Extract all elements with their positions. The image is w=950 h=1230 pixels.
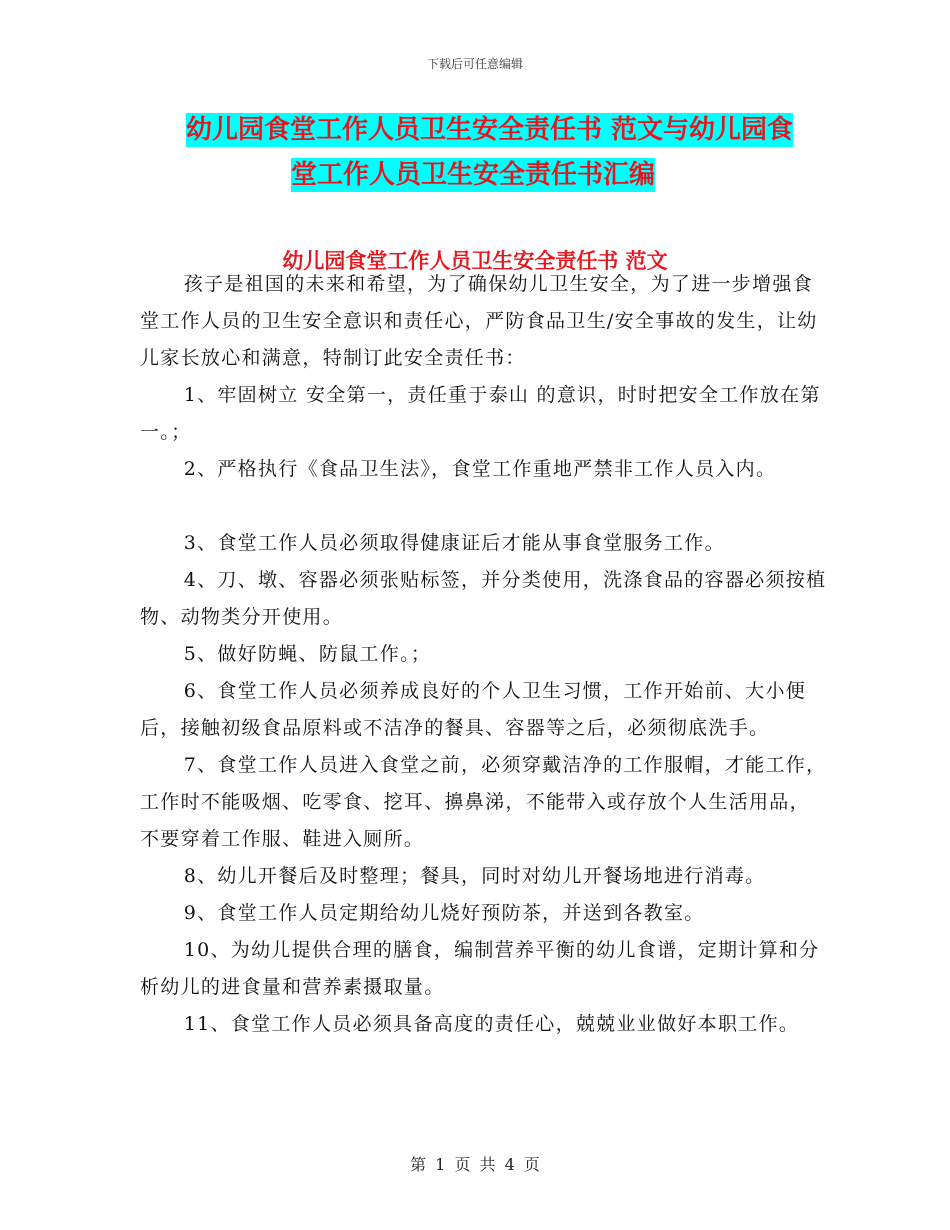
- title-line-2: 堂工作人员卫生安全责任书汇编: [291, 160, 656, 190]
- clause-2: 2、严格执行《食品卫生法》，食堂工作重地严禁非工作人员入内。: [183, 458, 777, 480]
- clause-8: 8、幼儿开餐后及时整理；餐具，同时对幼儿开餐场地进行消毒。: [183, 865, 766, 887]
- clause-6: 6、食堂工作人员必须养成良好的个人卫生习惯，工作开始前、大小便后，接触初级食品原料或不洁净的餐具、容器等之后，必须彻底洗手。: [140, 680, 807, 739]
- title-line-1: 幼儿园食堂工作人员卫生安全责任书 范文与幼儿园食: [186, 115, 794, 145]
- clause-5: 5、做好防蝇、防鼠工作。；: [183, 643, 432, 665]
- clause-4: 4、刀、墩、容器必须张贴标签，并分类使用，洗涤食品的容器必须按植物、动物类分开使用。: [140, 569, 827, 628]
- page-header-note: 下载后可任意编辑: [426, 57, 523, 71]
- clause-10: 10、为幼儿提供合理的膳食，编制营养平衡的幼儿食谱，定期计算和分析幼儿的进食量和营养素摄取量。: [140, 939, 820, 998]
- clause-11: 11、食堂工作人员必须具备高度的责任心，兢兢业业做好本职工作。: [183, 1013, 800, 1035]
- document-title: [140, 108, 830, 198]
- clause-7: 7、食堂工作人员进入食堂之前，必须穿戴洁净的工作服帽，才能工作，工作时不能吸烟、吃零食、挖耳、擤鼻涕，不能带入或存放个人生活用品，不要穿着工作服、鞋进入厕所。: [140, 754, 827, 850]
- document-body: [140, 266, 830, 1043]
- clause-1: 1、牢固树立 安全第一，责任重于泰山 的意识，时时把安全工作放在第一。；: [140, 384, 821, 443]
- page-number: 第 1 页 共 4 页: [410, 1155, 540, 1174]
- intro-paragraph: 孩子是祖国的未来和希望，为了确保幼儿卫生安全，为了进一步增强食堂工作人员的卫生安全意识和责任心，严防食品卫生/安全事故的发生，让幼儿家长放心和满意，特制订此安全责任书：: [140, 273, 818, 369]
- section-title: 幼儿园食堂工作人员卫生安全责任书 范文: [282, 249, 668, 273]
- clause-3: 3、食堂工作人员必须取得健康证后才能从事食堂服务工作。: [183, 532, 725, 554]
- clause-9: 9、食堂工作人员定期给幼儿烧好预防茶，并送到各教室。: [183, 902, 705, 924]
